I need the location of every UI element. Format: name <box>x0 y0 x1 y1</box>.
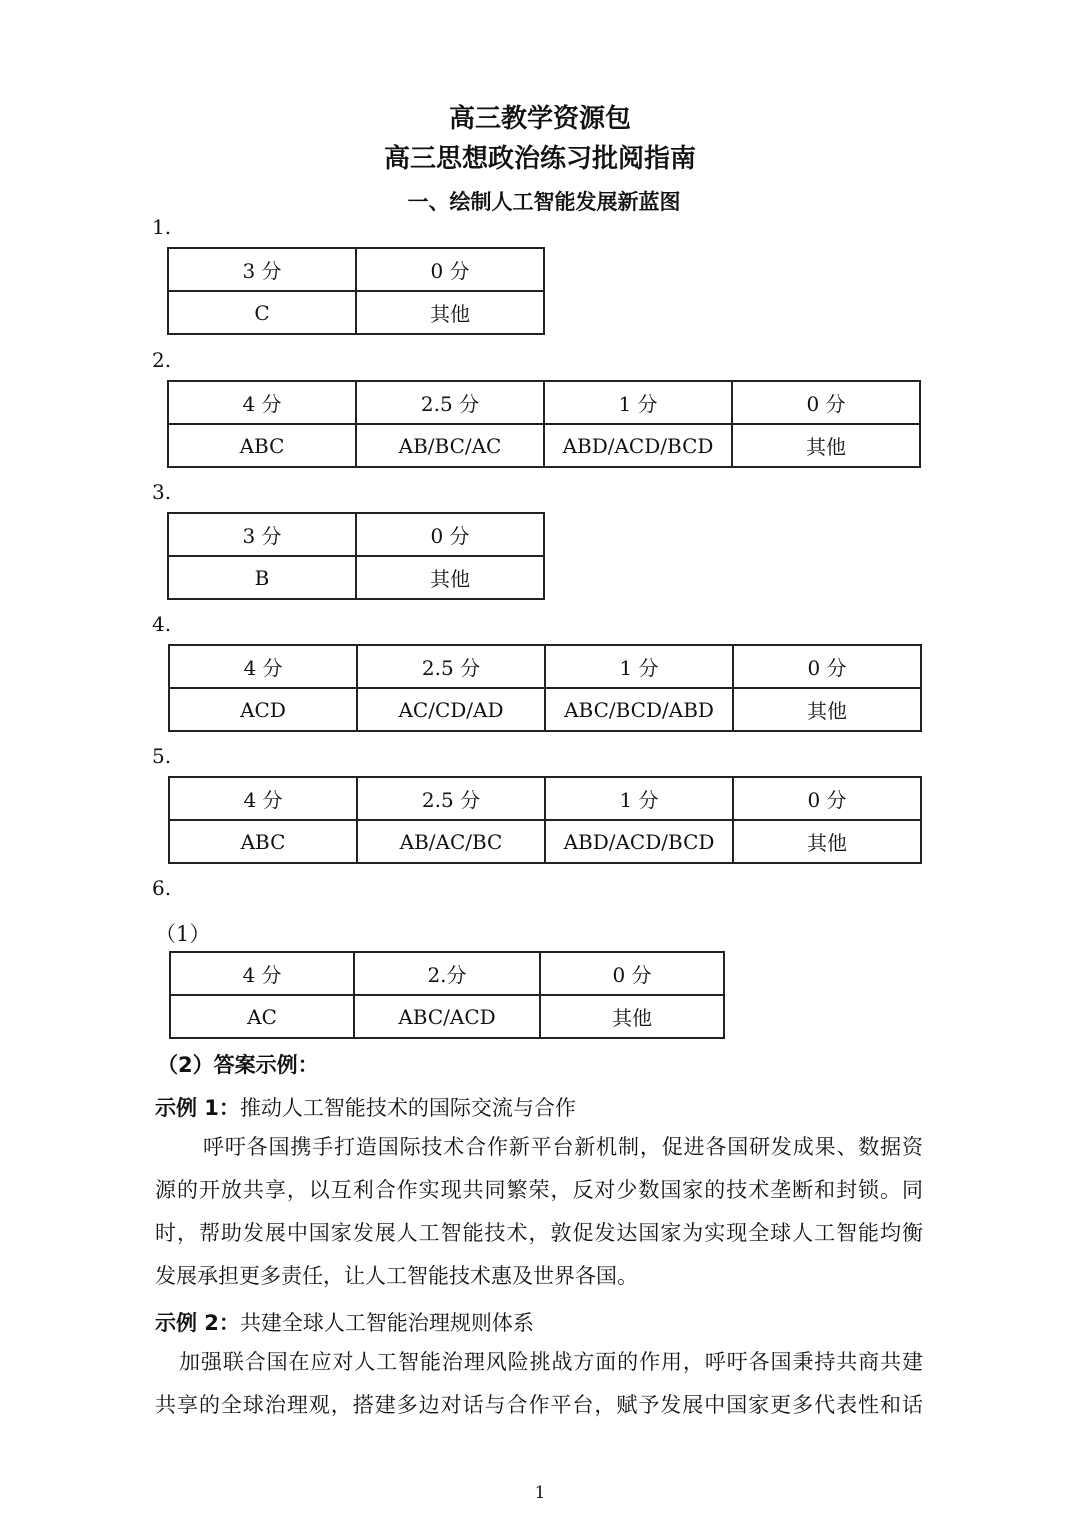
paragraph-line: 时，帮助发展中国家发展人工智能技术，敦促发达国家为实现全球人工智能均衡 <box>155 1221 923 1245</box>
question-number: 6. <box>152 876 172 900</box>
example-1-body <box>155 1126 923 1298</box>
example-title: 推动人工智能技术的国际交流与合作 <box>239 1096 576 1120</box>
score-answer: ABC/ACD <box>354 995 540 1038</box>
score-header: 2.分 <box>354 952 540 995</box>
score-table-q4 <box>168 644 922 732</box>
resource-pack-title: 高三教学资源包 <box>448 104 631 134</box>
paragraph-line: 发展承担更多责任，让人工智能技术惠及世界各国。 <box>155 1264 638 1288</box>
score-table-q6 <box>169 951 725 1039</box>
score-header: 1 分 <box>544 381 732 424</box>
score-answer: 其他 <box>733 820 921 863</box>
question-number: 2. <box>152 348 172 372</box>
score-answer: AB/BC/AC <box>356 424 544 467</box>
paragraph-line: 源的开放共享，以互利合作实现共同繁荣，反对少数国家的技术垄断和封锁。同 <box>155 1178 923 1202</box>
score-table-q1 <box>167 247 545 335</box>
question-number: 3. <box>152 480 172 504</box>
score-answer: C <box>168 291 356 334</box>
score-answer: ABD/ACD/BCD <box>544 424 732 467</box>
score-header: 2.5 分 <box>356 381 544 424</box>
section-title: 一、绘制人工智能发展新蓝图 <box>407 190 681 214</box>
score-header: 3 分 <box>168 513 356 556</box>
score-header: 0 分 <box>356 513 544 556</box>
sub-question-1-label: （1） <box>155 922 211 946</box>
score-header: 3 分 <box>168 248 356 291</box>
score-header: 4 分 <box>168 381 356 424</box>
score-answer: 其他 <box>733 688 921 731</box>
paragraph-line: 共享的全球治理观，搭建多边对话与合作平台，赋予发展中国家更多代表性和话 <box>155 1393 923 1417</box>
page-number: 1 <box>534 1483 546 1503</box>
score-answer: AC <box>170 995 354 1038</box>
question-number: 5. <box>152 744 172 768</box>
score-header: 0 分 <box>540 952 724 995</box>
example-label: 示例 2： <box>155 1311 240 1335</box>
example-2-body <box>155 1341 923 1427</box>
score-answer: 其他 <box>356 556 544 599</box>
score-answer: ACD <box>169 688 357 731</box>
example-2-heading <box>155 1307 534 1337</box>
score-header: 1 分 <box>545 777 733 820</box>
score-header: 2.5 分 <box>357 645 545 688</box>
paragraph-line: 加强联合国在应对人工智能治理风险挑战方面的作用，呼吁各国秉持共商共建 <box>179 1350 923 1374</box>
question-number: 4. <box>152 612 172 636</box>
score-answer: B <box>168 556 356 599</box>
score-answer: AC/CD/AD <box>357 688 545 731</box>
score-header: 4 分 <box>170 952 354 995</box>
score-header: 0 分 <box>733 777 921 820</box>
score-answer: ABC <box>169 820 357 863</box>
score-table-q2 <box>167 380 921 468</box>
score-answer: 其他 <box>732 424 920 467</box>
score-header: 4 分 <box>169 777 357 820</box>
example-1-heading <box>155 1092 576 1122</box>
score-header: 0 分 <box>733 645 921 688</box>
score-answer: ABC <box>168 424 356 467</box>
score-header: 0 分 <box>732 381 920 424</box>
score-answer: ABD/ACD/BCD <box>545 820 733 863</box>
guide-title: 高三思想政治练习批阅指南 <box>383 144 696 174</box>
score-header: 4 分 <box>169 645 357 688</box>
score-answer: 其他 <box>356 291 544 334</box>
score-header: 2.5 分 <box>357 777 545 820</box>
score-table-q3 <box>167 512 545 600</box>
score-header: 1 分 <box>545 645 733 688</box>
example-label: 示例 1： <box>155 1096 240 1120</box>
example-title: 共建全球人工智能治理规则体系 <box>239 1311 534 1335</box>
score-answer: 其他 <box>540 995 724 1038</box>
score-answer: ABC/BCD/ABD <box>545 688 733 731</box>
paragraph-line: 呼吁各国携手打造国际技术合作新平台新机制，促进各国研发成果、数据资 <box>203 1135 923 1159</box>
score-table-q5 <box>168 776 922 864</box>
question-number: 1. <box>152 215 172 239</box>
score-header: 0 分 <box>356 248 544 291</box>
answer-example-heading: （2）答案示例： <box>157 1053 319 1077</box>
score-answer: AB/AC/BC <box>357 820 545 863</box>
